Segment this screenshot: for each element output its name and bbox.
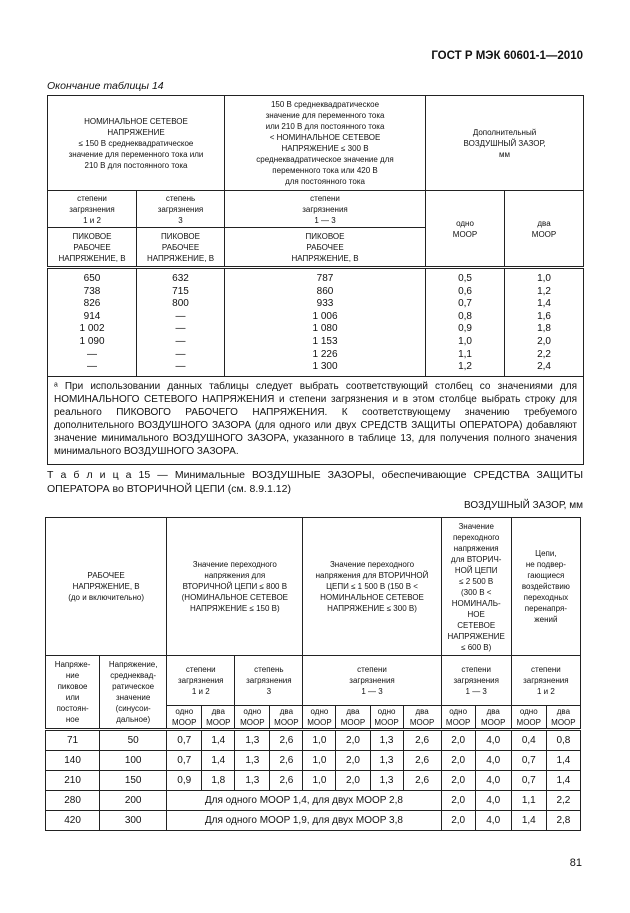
table-cell: 2,0 [336, 730, 370, 751]
header-degree-3: степень загрязнения 3 [137, 191, 225, 228]
unit-label: ВОЗДУШНЫЙ ЗАЗОР, мм [464, 500, 583, 511]
header-moop: одно MOOP [511, 706, 546, 730]
header-extra-clearance: Дополнительный ВОЗДУШНЫЙ ЗАЗОР, мм [426, 96, 584, 191]
table-cell: 1,4 [202, 751, 235, 771]
table-cell: 100 [100, 751, 167, 771]
header-moop: два MOOP [202, 706, 235, 730]
header-nominal-150: НОМИНАЛЬНОЕ СЕТЕВОЕ НАПРЯЖЕНИЕ ≤ 150 В среднеквадратическое значение для переменного тока или 210 В для постоянного тока [48, 96, 225, 191]
table-cell: 50 [100, 730, 167, 751]
table-cell: 2,6 [403, 730, 441, 751]
header-moop: одно MOOP [235, 706, 270, 730]
header-degree: степени загрязнения 1 и 2 [511, 656, 580, 706]
header-peak-voltage: Напряже- ние пиковое или постоян- ное [46, 656, 100, 730]
table-row [46, 771, 581, 791]
table-cell: 140 [46, 751, 100, 771]
table-cell: 1,3 [235, 751, 270, 771]
table-cell: 1,0 [303, 751, 336, 771]
page-number: 81 [569, 857, 582, 869]
table-cell: 1,4 [546, 771, 580, 791]
column-values: 787 860 933 1 006 1 080 1 153 1 226 1 300 [225, 268, 426, 377]
column-values: 650 738 826 914 1 002 1 090 — — [48, 268, 137, 377]
header-degree: степени загрязнения 1 — 3 [441, 656, 511, 706]
header-nominal-300: 150 В среднеквадратическое значение для переменного тока или 210 В для постоянного тока < НОМИНАЛЬНОЕ СЕТЕВОЕ НАПРЯЖЕНИЕ ≤ 300 В среднеквадратическое значение для переменного тока или 420 В для постоянного тока [225, 96, 426, 191]
table-cell: 0,7 [511, 771, 546, 791]
table-cell: 200 [100, 791, 167, 811]
merged-cell: Для одного MOOP 1,9, для двух MOOP 3,8 [167, 811, 441, 831]
table-cell: 0,7 [167, 730, 202, 751]
header-peak-voltage: ПИКОВОЕ РАБОЧЕЕ НАПРЯЖЕНИЕ, В [48, 228, 137, 268]
table-cell: 280 [46, 791, 100, 811]
header-working-voltage: РАБОЧЕЕ НАПРЯЖЕНИЕ, В (до и включительно) [46, 518, 167, 656]
header-non-transient: Цепи, не подвер- гающиеся воздействию переходных перенапря- жений [511, 518, 580, 656]
header-moop: два MOOP [546, 706, 580, 730]
table-row [46, 751, 581, 771]
table-cell: 0,7 [511, 751, 546, 771]
table-cell: 1,3 [370, 771, 403, 791]
table-cell: 1,3 [235, 771, 270, 791]
header-transient-800: Значение переходного напряжения для ВТОРИЧНОЙ ЦЕПИ ≤ 800 В (НОМИНАЛЬНОЕ СЕТЕВОЕ НАПРЯЖЕНИЕ ≤ 150 В) [167, 518, 303, 656]
table-cell: 4,0 [475, 811, 511, 831]
table-cell: 1,3 [370, 730, 403, 751]
table-cell: 210 [46, 771, 100, 791]
table-cell: 2,6 [270, 730, 303, 751]
header-peak-voltage: ПИКОВОЕ РАБОЧЕЕ НАПРЯЖЕНИЕ, В [137, 228, 225, 268]
table-cell: 1,1 [511, 791, 546, 811]
table-row [46, 791, 581, 811]
table-cell: 420 [46, 811, 100, 831]
footnote: ᵃ При использовании данных таблицы следует выбрать соответствующий столбец со значениями для НОМИНАЛЬНОГО СЕТЕВОГО НАПРЯЖЕНИЯ и степени загрязнения и в этом столбце выбрать строку для реального ПИКОВОГО РАБОЧЕГО НАПРЯЖЕНИЯ. К соответствующему значению требуемого дополнительного ВОЗДУШНОГО ЗАЗОРА (для одного или двух СРЕДСТВ ЗАЩИТЫ ОПЕРАТОРА) добавляют значение минимального ВОЗДУШНОГО ЗАЗОРА, указанного в таблице 13, для получения полного значения минимального ВОЗДУШНОГО ЗАЗОРА. [48, 376, 584, 464]
table-cell: 2,6 [403, 751, 441, 771]
header-moop: одно MOOP [303, 706, 336, 730]
header-transient-1500: Значение переходного напряжения для ВТОРИЧНОЙ ЦЕПИ ≤ 1 500 В (150 В < НОМИНАЛЬНОЕ СЕТЕВОЕ НАПРЯЖЕНИЕ ≤ 300 В) [303, 518, 441, 656]
column-values: 632 715 800 — — — — — [137, 268, 225, 377]
header-degree: степень загрязнения 3 [235, 656, 303, 706]
table-15-caption: Т а б л и ц а 15 — Минимальные ВОЗДУШНЫЕ ЗАЗОРЫ, обеспечивающие СРЕДСТВА ЗАЩИТЫ ОПЕРАТОРА во ВТОРИЧНОЙ ЦЕПИ (см. 8.9.1.12) [47, 469, 583, 495]
table-cell: 4,0 [475, 730, 511, 751]
table-cell: 0,4 [511, 730, 546, 751]
header-one-moop: одно MOOP [426, 191, 505, 268]
column-values: 0,5 0,6 0,7 0,8 0,9 1,0 1,1 1,2 [426, 268, 505, 377]
header-degree: степени загрязнения 1 и 2 [167, 656, 235, 706]
table-cell: 2,0 [441, 791, 475, 811]
table-cell: 1,0 [303, 730, 336, 751]
table-cell: 2,8 [546, 811, 580, 831]
table-continuation-label: Окончание таблицы 14 [47, 80, 164, 92]
header-moop: два MOOP [336, 706, 370, 730]
table-cell: 2,6 [270, 771, 303, 791]
table-row [46, 811, 581, 831]
table-cell: 0,8 [546, 730, 580, 751]
table-cell: 2,0 [441, 811, 475, 831]
table-cell: 1,3 [370, 751, 403, 771]
header-degree-1-3: степени загрязнения 1 — 3 [225, 191, 426, 228]
table-cell: 2,0 [336, 751, 370, 771]
header-moop: одно MOOP [167, 706, 202, 730]
table-cell: 2,0 [441, 771, 475, 791]
header-moop: два MOOP [403, 706, 441, 730]
column-values: 1,0 1,2 1,4 1,6 1,8 2,0 2,2 2,4 [505, 268, 584, 377]
table-cell: 4,0 [475, 771, 511, 791]
table-cell: 1,4 [546, 751, 580, 771]
header-moop: одно MOOP [370, 706, 403, 730]
merged-cell: Для одного MOOP 1,4, для двух MOOP 2,8 [167, 791, 441, 811]
table-cell: 1,4 [202, 730, 235, 751]
table-cell: 2,0 [336, 771, 370, 791]
table-cell: 2,6 [403, 771, 441, 791]
table-cell: 1,4 [511, 811, 546, 831]
table-cell: 2,6 [270, 751, 303, 771]
header-moop: одно MOOP [441, 706, 475, 730]
table-cell: 4,0 [475, 791, 511, 811]
table-cell: 2,2 [546, 791, 580, 811]
header-degree: степени загрязнения 1 — 3 [303, 656, 441, 706]
header-transient-2500: Значение переходного напряжения для ВТОРИЧ- НОЙ ЦЕПИ ≤ 2 500 В (300 В < НОМИНАЛЬ- НОЕ СЕТЕВОЕ НАПРЯЖЕНИЕ ≤ 600 В) [441, 518, 511, 656]
table-cell: 0,9 [167, 771, 202, 791]
table-cell: 1,0 [303, 771, 336, 791]
table-cell: 1,8 [202, 771, 235, 791]
header-two-moop: два MOOP [505, 191, 584, 268]
table-cell: 2,0 [441, 730, 475, 751]
document-header: ГОСТ Р МЭК 60601-1—2010 [431, 50, 583, 62]
table-14-end [47, 95, 584, 465]
table-cell: 300 [100, 811, 167, 831]
table-cell: 1,3 [235, 730, 270, 751]
header-moop: два MOOP [270, 706, 303, 730]
table-row [46, 730, 581, 751]
table-cell: 150 [100, 771, 167, 791]
header-degree-1-2: степени загрязнения 1 и 2 [48, 191, 137, 228]
header-peak-voltage: ПИКОВОЕ РАБОЧЕЕ НАПРЯЖЕНИЕ, В [225, 228, 426, 268]
header-moop: два MOOP [475, 706, 511, 730]
table-15 [45, 517, 581, 831]
table-cell: 71 [46, 730, 100, 751]
table-cell: 2,0 [441, 751, 475, 771]
header-rms-voltage: Напряжение, среднеквад- ратическое значение (синусои- дальное) [100, 656, 167, 730]
table-cell: 0,7 [167, 751, 202, 771]
table-cell: 4,0 [475, 751, 511, 771]
